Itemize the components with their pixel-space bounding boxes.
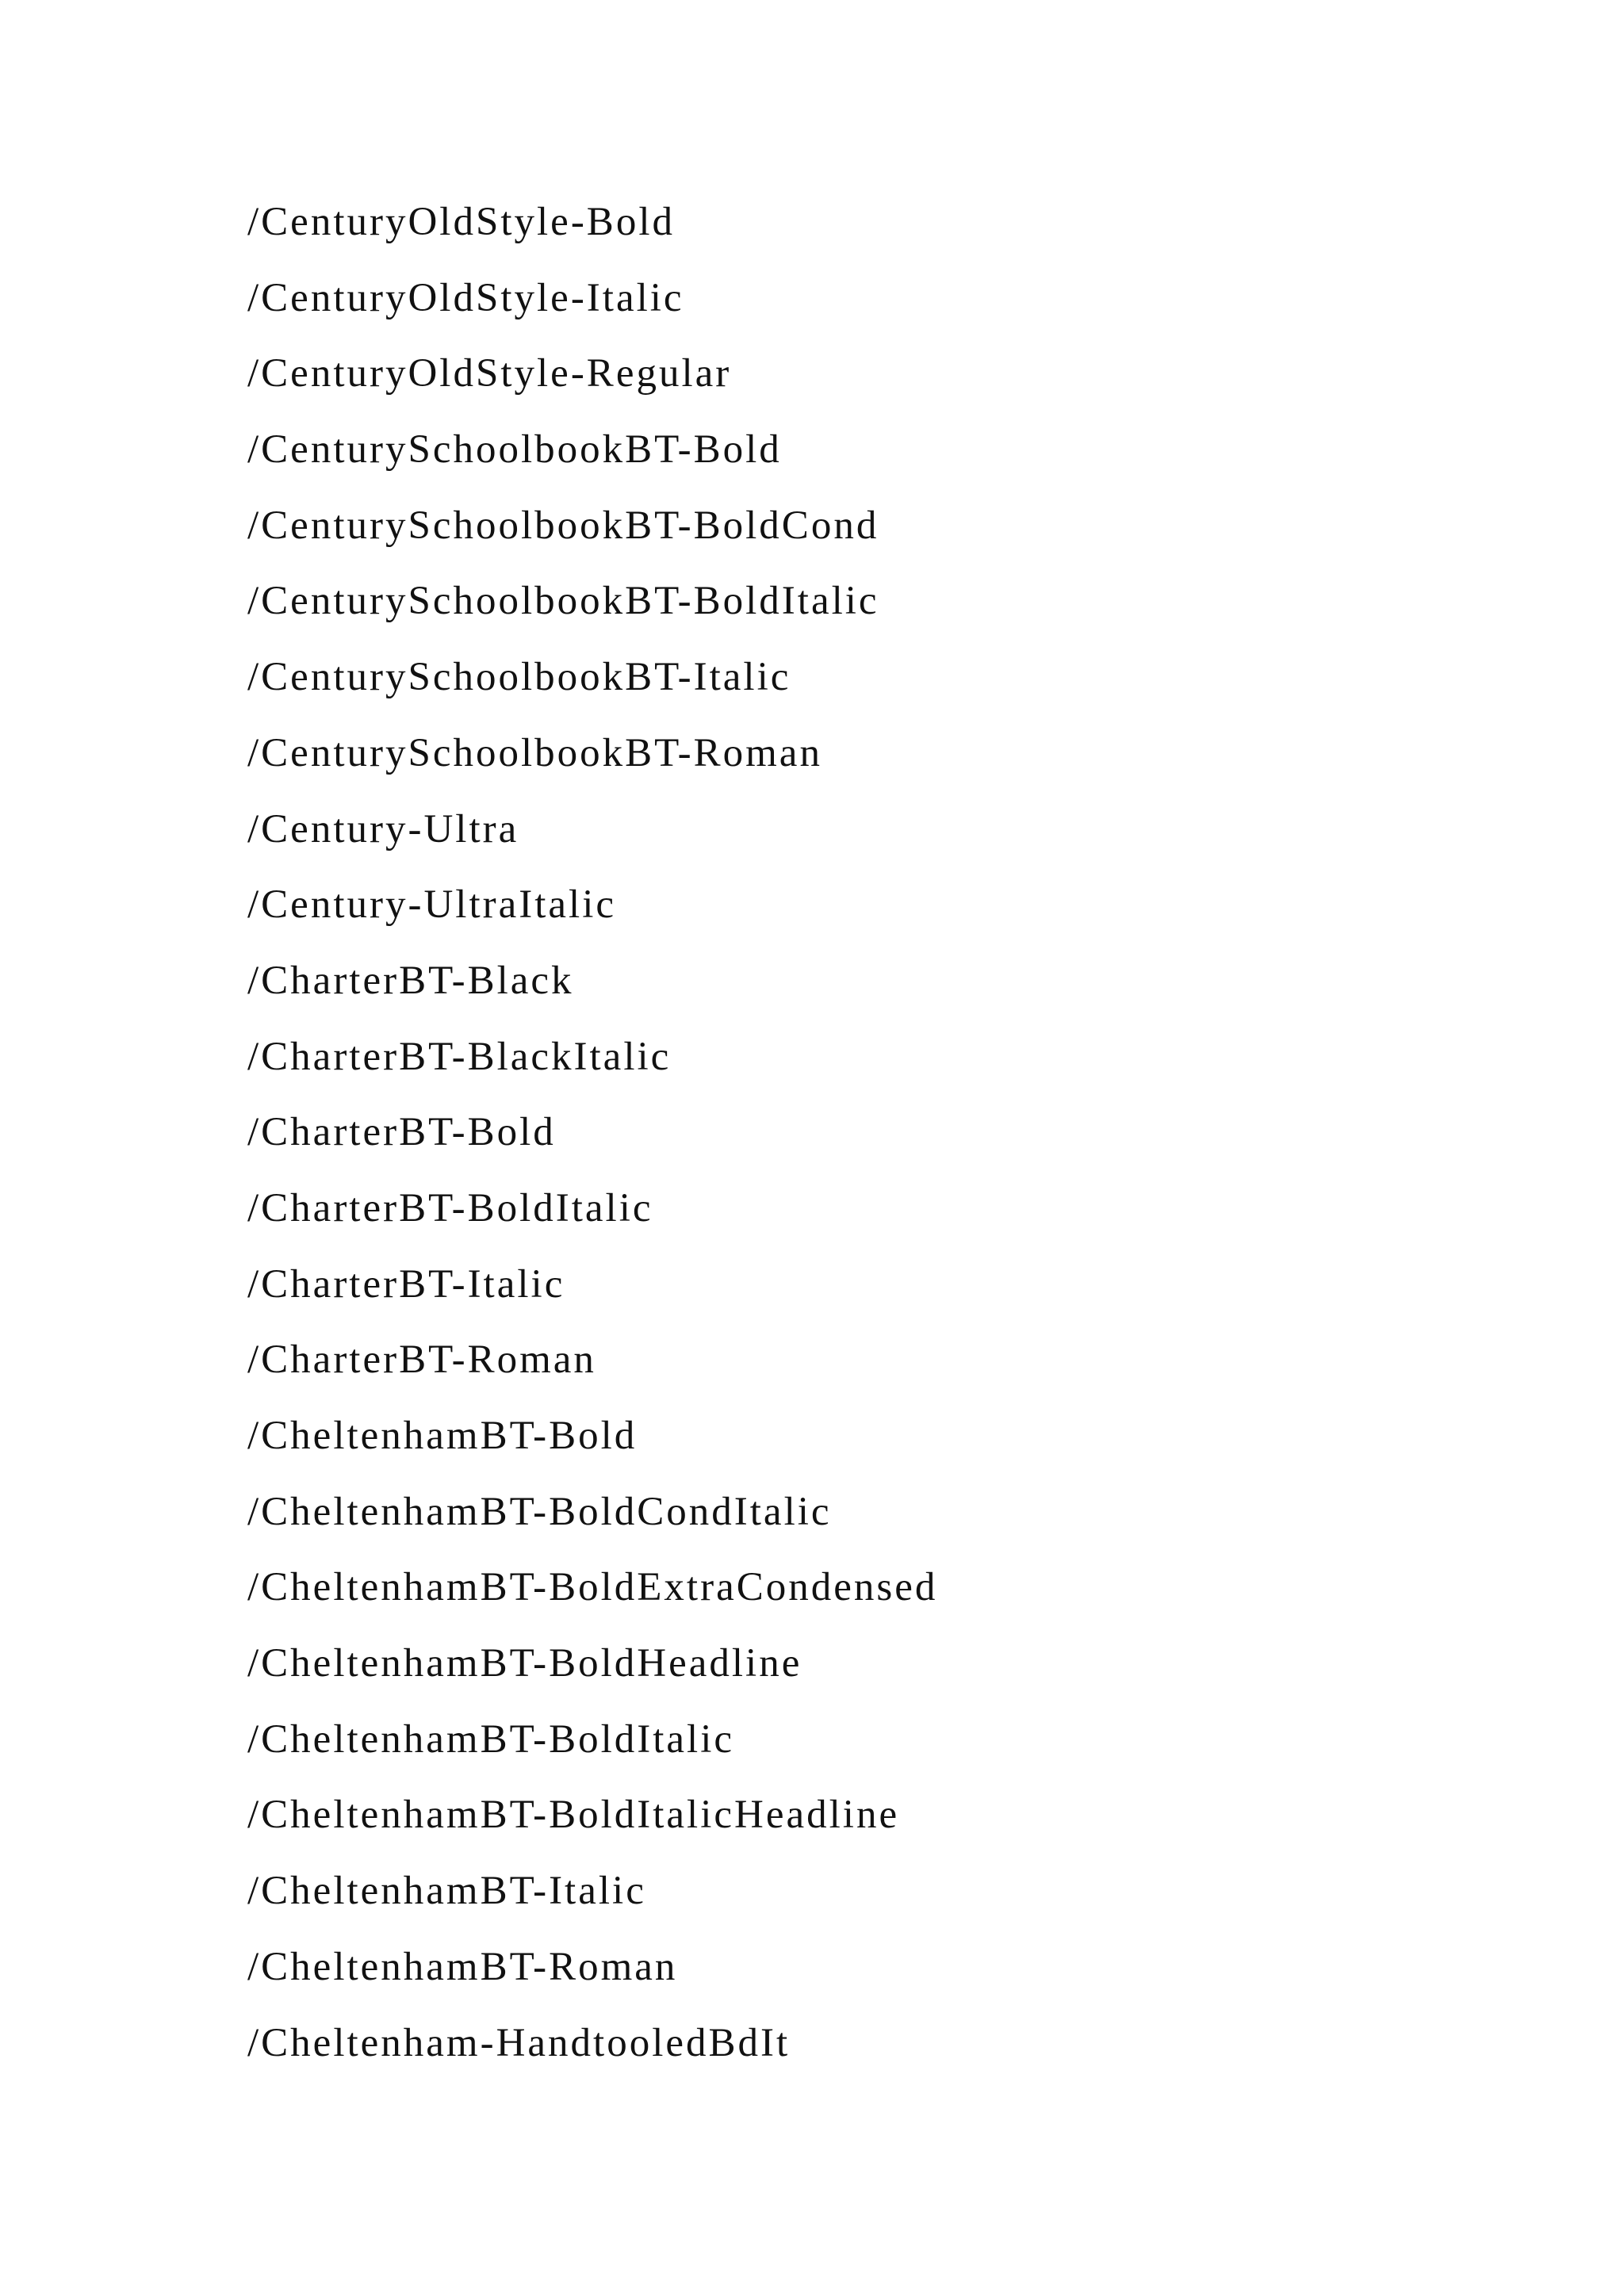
font-name-entry: /CheltenhamBT-BoldExtraCondensed xyxy=(247,1565,938,1610)
font-name-entry: /CenturyOldStyle-Italic xyxy=(247,275,684,320)
font-name-entry: /Century-Ultra xyxy=(247,806,519,851)
font-name-entry: /CenturySchoolbookBT-BoldItalic xyxy=(247,579,879,624)
font-name-entry: /CenturyOldStyle-Regular xyxy=(247,351,732,396)
font-name-entry: /CharterBT-Roman xyxy=(247,1337,596,1383)
font-name-entry: /Cheltenham-HandtooledBdIt xyxy=(247,2020,791,2065)
font-name-entry: /CenturySchoolbookBT-Bold xyxy=(247,427,782,473)
font-name-entry: /CheltenhamBT-Italic xyxy=(247,1869,646,1914)
font-name-entry: /CenturyOldStyle-Bold xyxy=(247,200,675,244)
font-name-list xyxy=(247,187,937,2084)
font-name-entry: /CharterBT-Black xyxy=(247,958,574,1003)
font-name-entry: /CheltenhamBT-BoldHeadline xyxy=(247,1641,802,1686)
font-name-entry: /CenturySchoolbookBT-Italic xyxy=(247,655,791,700)
font-name-entry: /CharterBT-BoldItalic xyxy=(247,1185,653,1230)
font-name-entry: /CharterBT-Italic xyxy=(247,1261,565,1307)
font-name-entry: /CheltenhamBT-BoldCondItalic xyxy=(247,1489,832,1534)
font-name-entry: /CheltenhamBT-Bold xyxy=(247,1414,638,1458)
font-name-entry: /CenturySchoolbookBT-Roman xyxy=(247,730,822,775)
font-name-entry: /CenturySchoolbookBT-BoldCond xyxy=(247,503,879,548)
font-name-entry: /CheltenhamBT-BoldItalicHeadline xyxy=(247,1793,900,1838)
font-name-entry: /CheltenhamBT-BoldItalic xyxy=(247,1716,735,1762)
font-name-entry: /Century-UltraItalic xyxy=(247,882,617,928)
font-name-entry: /CheltenhamBT-Roman xyxy=(247,1944,678,1989)
font-name-entry: /CharterBT-BlackItalic xyxy=(247,1034,672,1079)
font-name-entry: /CharterBT-Bold xyxy=(247,1110,556,1155)
